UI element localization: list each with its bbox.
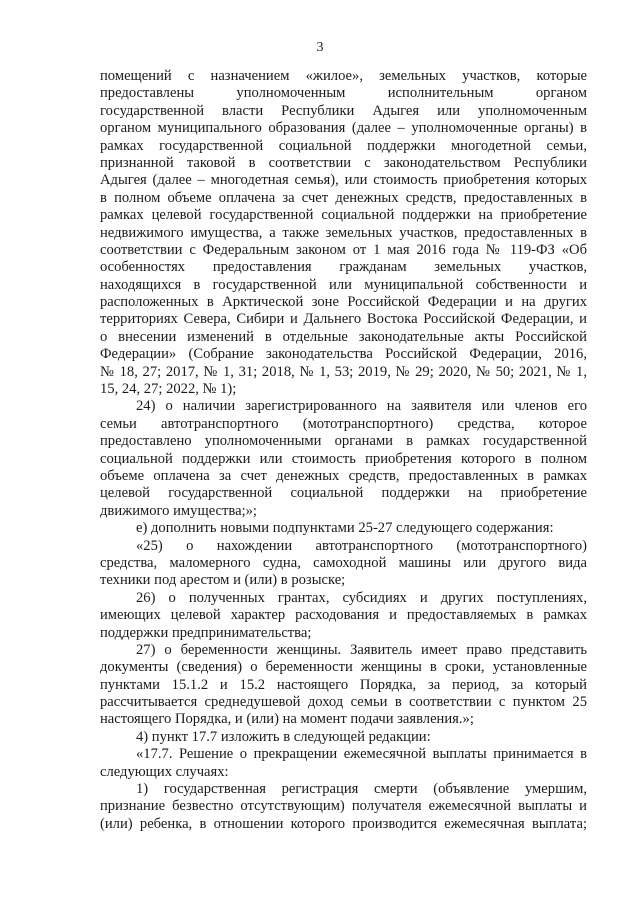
text-line: соответствии с Федеральным законом от 1 мая 2016 года № 119-ФЗ «Об — [100, 241, 587, 258]
text-line: средства, маломерного судна, самоходной машины или другого вида — [100, 554, 587, 571]
text-line: находящихся в государственной или муниципальной собственности и — [100, 276, 587, 293]
text-line: органом муниципального образования (далее – уполномоченные органы) в — [100, 120, 587, 137]
text-line: в полном объеме оплачена за счет денежных средств, предоставленных в — [100, 189, 587, 206]
text-line: «25) о нахождении автотранспортного (мототранспортного) — [136, 537, 587, 554]
document-body — [100, 68, 587, 833]
text-line: документы (сведения) о беременности женщины в сроки, установленные — [100, 659, 587, 676]
text-line: объеме оплачена за счет денежных средств, предоставленных в рамках — [100, 467, 587, 484]
text-line: расположенных в Арктической зоне Российской Федерации и на других — [100, 294, 587, 311]
text-line: семьи автотранспортного (мототранспортного) средства, которое — [100, 415, 587, 432]
text-line: признание безвестно отсутствующим) получателя ежемесячной выплаты и — [100, 798, 587, 815]
text-line: целевой государственной социальной поддержки на приобретение — [100, 485, 587, 502]
text-line: 26) о полученных грантах, субсидиях и других поступлениях, — [136, 589, 587, 606]
text-line: о внесении изменений в отдельные законодательные акты Российской — [100, 328, 587, 345]
text-line: государственной власти Республики Адыгея или уполномоченным — [100, 102, 587, 119]
text-line: предоставлено уполномоченными органами в рамках государственной — [100, 433, 587, 450]
text-line: 24) о наличии зарегистрированного на заявителя или членов его — [136, 398, 587, 415]
text-line: 27) о беременности женщины. Заявитель имеет право представить — [136, 641, 587, 658]
text-line: 15, 24, 27; 2022, № 1); — [100, 381, 237, 398]
text-line: (или) ребенка, в отношении которого производится ежемесячная выплата; — [100, 815, 587, 832]
text-line: социальной поддержки или стоимость приобретения которого в полном — [100, 450, 587, 467]
text-line: территориях Севера, Сибири и Дальнего Востока Российской Федерации, и — [100, 311, 587, 328]
text-line: недвижимого имущества, а также земельных участков, предоставленных в — [100, 224, 587, 241]
text-line: поддержки предпринимательства; — [100, 624, 312, 641]
text-line: признанной таковой в соответствии с законодательством Республики — [100, 154, 587, 171]
text-line: рамках целевой государственной социальной поддержки на приобретение — [100, 207, 587, 224]
text-line: имеющих целевой характер расходования и предоставляемых в рамках — [100, 607, 587, 624]
text-line: особенностях предоставления гражданам земельных участков, — [100, 259, 587, 276]
text-line: пунктами 15.1.2 и 15.2 настоящего Порядка, за период, за который — [100, 676, 587, 693]
text-line: е) дополнить новыми подпунктами 25-27 следующего содержания: — [136, 520, 554, 537]
text-line: 4) пункт 17.7 изложить в следующей редакции: — [136, 728, 431, 745]
text-line: Федерации» (Собрание законодательства Российской Федерации, 2016, — [100, 346, 587, 363]
text-line: № 18, 27; 2017, № 1, 31; 2018, № 1, 53; 2019, № 29; 2020, № 50; 2021, № 1, — [100, 363, 587, 380]
text-line: помещений с назначением «жилое», земельных участков, которые — [100, 68, 587, 84]
text-line: рассчитывается среднедушевой доход семьи в соответствии с пунктом 25 — [100, 694, 587, 711]
text-line: настоящего Порядка, и (или) на момент подачи заявления.»; — [100, 711, 474, 728]
text-line: Адыгея (далее – многодетная семья), или стоимость приобретения которых — [100, 172, 587, 189]
text-line: движимого имущества;»; — [100, 502, 257, 519]
text-line: 1) государственная регистрация смерти (объявление умершим, — [136, 781, 587, 798]
text-line: «17.7. Решение о прекращении ежемесячной выплаты принимается в — [136, 746, 587, 763]
text-line: техники под арестом и (или) в розыске; — [100, 572, 346, 589]
text-line: предоставлены уполномоченным исполнительным органом — [100, 85, 587, 102]
page-number: 3 — [316, 40, 324, 55]
text-line: следующих случаях: — [100, 763, 229, 780]
text-line: рамках государственной социальной поддержки многодетной семьи, — [100, 137, 587, 154]
